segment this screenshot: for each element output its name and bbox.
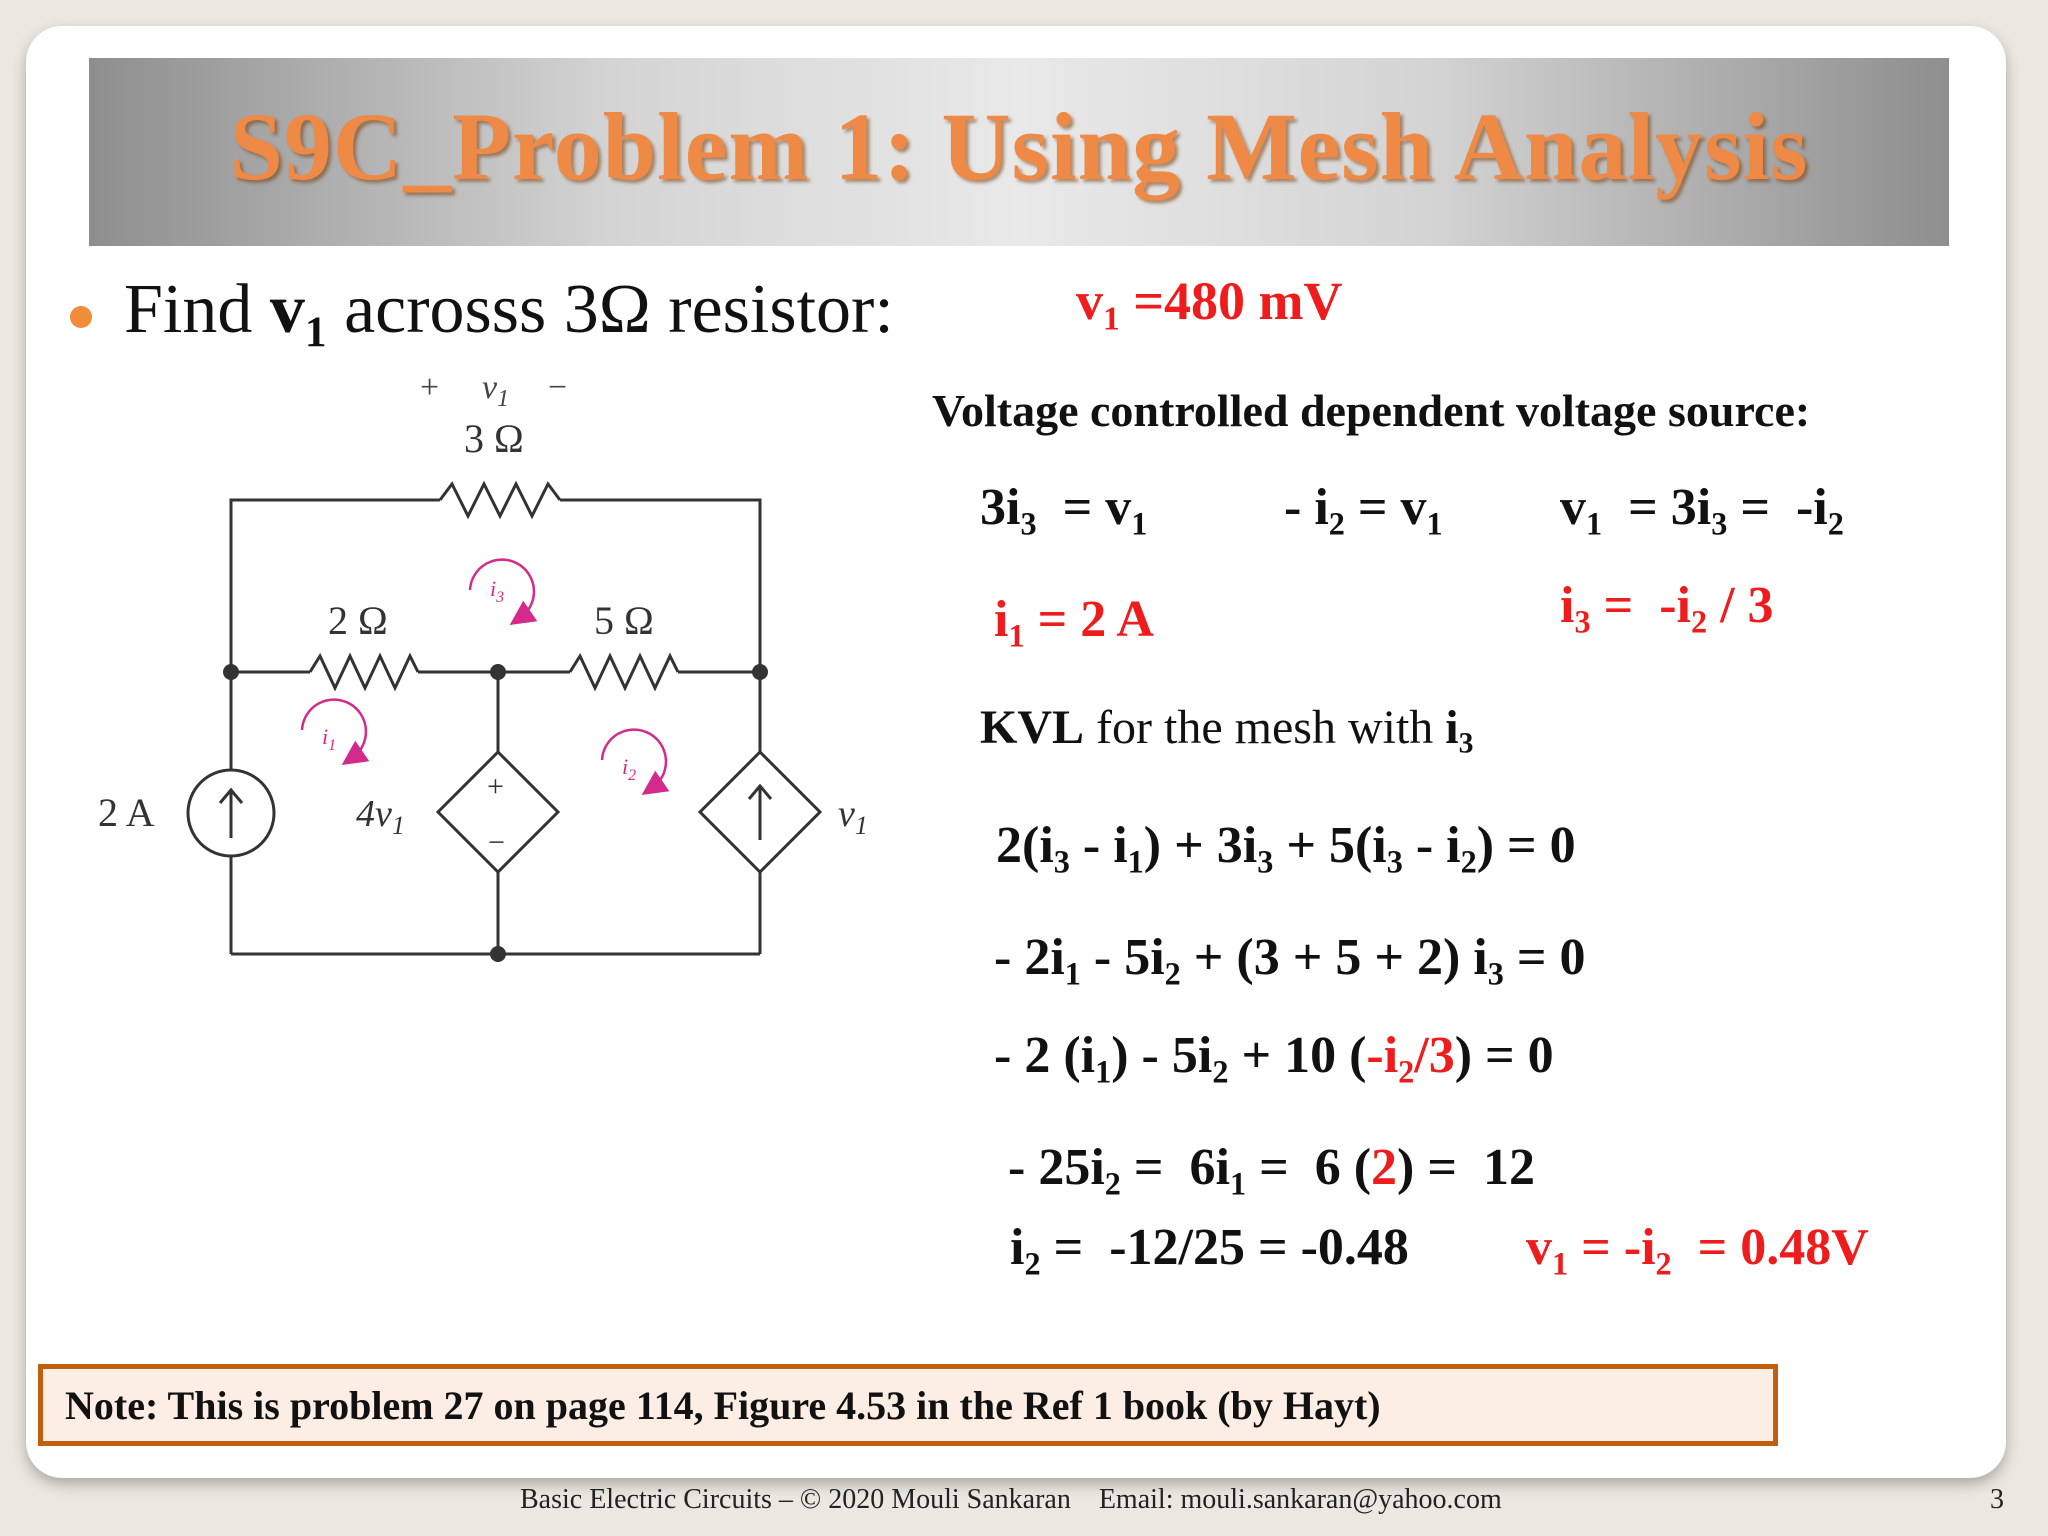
node-left [223, 664, 239, 680]
circuit-diagram [0, 0, 900, 1000]
dep-voltage-plus: + [487, 770, 504, 803]
relation-a: $3i_3 = v_1$ [980, 479, 1148, 542]
kvl-heading: KVL for the mesh with $i_3$ [980, 701, 1474, 760]
equation-2: - $2i_1 - 5i_2 + (3 + 5 + 2) i_3 = 0$ [994, 929, 1586, 992]
subheading: Voltage controlled dependent voltage source: [932, 385, 1811, 436]
page-number: 3 [1990, 1484, 2004, 1515]
r2-label: 2 Ω [328, 598, 388, 643]
bullet-text: Find $v_1$ acrosss 3Ω resistor: [124, 271, 894, 356]
v1-minus-label: − [548, 369, 568, 406]
relation-b: - $i_2 = v_1$ [1284, 479, 1443, 542]
resistor-3ohm [440, 484, 560, 516]
resistor-5ohm [570, 656, 678, 688]
relation-c: $v_1 = 3i_3 = -i_2$ [1560, 479, 1844, 542]
final-result: $v_1 = -i_2 = 0.48V$ [1526, 1219, 1869, 1282]
mesh-i3-label: $i_3$ [490, 576, 505, 606]
slide-title: S9C_Problem 1: Using Mesh Analysis [229, 92, 1809, 200]
v1-top-label: $v_1$ [482, 369, 510, 412]
r5-label: 5 Ω [594, 598, 654, 643]
r3-label: 3 Ω [464, 416, 524, 461]
source-current-label: 2 A [98, 790, 155, 835]
dep-current-label: $v_1$ [838, 793, 868, 840]
dep-voltage-minus: − [488, 826, 505, 859]
current-source-arrow [220, 790, 242, 838]
equation-4: - $25i_2 = 6i_1 = 6$ (2) = 12 [1008, 1139, 1535, 1202]
resistor-2ohm [310, 656, 418, 688]
answer-v1: $v_1 =480$ mV [1076, 271, 1343, 338]
footer-text: Basic Electric Circuits – © 2020 Mouli Sankaran Email: mouli.sankaran@yahoo.com [520, 1484, 1502, 1515]
v1-plus-label: + [420, 369, 440, 406]
wire-top [231, 500, 440, 672]
equation-5: $i_2 = -12/25 = -0.48$ [1010, 1219, 1409, 1282]
wire-top-right [560, 500, 760, 672]
note-box [38, 1364, 1778, 1446]
node-right [752, 664, 768, 680]
note-text: Note: This is problem 27 on page 114, Figure 4.53 in the Ref 1 book (by Hayt) [65, 1382, 1381, 1428]
equation-1: $2(i_3 - i_1) + 3i_3 + 5(i_3 - i_2) = 0$ [996, 817, 1576, 880]
i1-result: $i_1 = 2$ A [994, 591, 1154, 654]
i3-result: $i_3 = -i_2 / 3$ [1560, 577, 1774, 640]
dep-voltage-label: $4v_1$ [356, 793, 405, 840]
node-center [490, 664, 506, 680]
dependent-current-arrow [749, 786, 771, 840]
node-bottom [490, 946, 506, 962]
mesh-i2-label: $i_2$ [622, 754, 637, 784]
equation-3: - 2 $(i_1) - 5i_2 + 10$ $(-i_2/3) = 0$ [994, 1027, 1554, 1090]
mesh-i1-label: $i_1$ [322, 724, 337, 754]
